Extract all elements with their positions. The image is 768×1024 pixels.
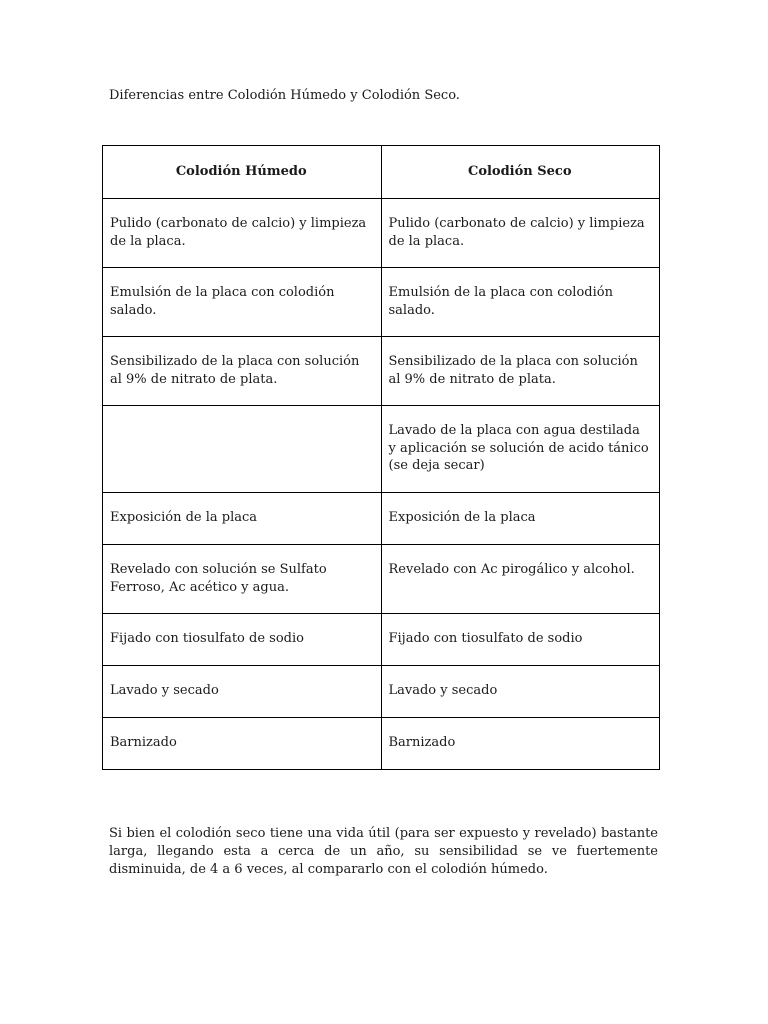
cell-humedo: Exposición de la placa: [103, 493, 382, 545]
cell-humedo: Pulido (carbonato de calcio) y limpieza de la placa.: [103, 199, 382, 268]
cell-humedo: Sensibilizado de la placa con solución al 9% de nitrato de plata.: [103, 337, 382, 406]
table-row: [103, 545, 660, 614]
comparison-table: [102, 145, 660, 770]
table-row: [103, 666, 660, 718]
cell-seco: Lavado y secado: [381, 666, 660, 718]
cell-humedo: Emulsión de la placa con colodión salado.: [103, 268, 382, 337]
cell-seco: Barnizado: [381, 718, 660, 770]
cell-seco: Emulsión de la placa con colodión salado.: [381, 268, 660, 337]
table-row: [103, 199, 660, 268]
cell-humedo-empty: [103, 406, 382, 493]
table-header-row: [103, 146, 660, 199]
table-row: [103, 718, 660, 770]
cell-seco: Revelado con Ac pirogálico y alcohol.: [381, 545, 660, 614]
cell-seco: Pulido (carbonato de calcio) y limpieza de la placa.: [381, 199, 660, 268]
table-row: [103, 337, 660, 406]
table-row: [103, 614, 660, 666]
summary-paragraph: Si bien el colodión seco tiene una vida útil (para ser expuesto y revelado) bastante larga, llegando esta a cerca de un año, su sensibilidad se ve fuertemente disminuida, de 4 a 6 veces, al compararlo con el colodión húmedo.: [109, 826, 658, 877]
cell-seco: Sensibilizado de la placa con solución al 9% de nitrato de plata.: [381, 337, 660, 406]
table-row: [103, 493, 660, 545]
header-colodion-humedo: Colodión Húmedo: [103, 146, 382, 199]
cell-humedo: Revelado con solución se Sulfato Ferroso, Ac acético y agua.: [103, 545, 382, 614]
cell-seco: Fijado con tiosulfato de sodio: [381, 614, 660, 666]
cell-humedo: Lavado y secado: [103, 666, 382, 718]
cell-humedo: Fijado con tiosulfato de sodio: [103, 614, 382, 666]
document-title: Diferencias entre Colodión Húmedo y Colodión Seco.: [109, 88, 460, 103]
cell-seco: Lavado de la placa con agua destilada y aplicación se solución de acido tánico (se deja secar): [381, 406, 660, 493]
table-row: [103, 406, 660, 493]
table-row: [103, 268, 660, 337]
header-colodion-seco: Colodión Seco: [381, 146, 660, 199]
cell-seco: Exposición de la placa: [381, 493, 660, 545]
cell-humedo: Barnizado: [103, 718, 382, 770]
